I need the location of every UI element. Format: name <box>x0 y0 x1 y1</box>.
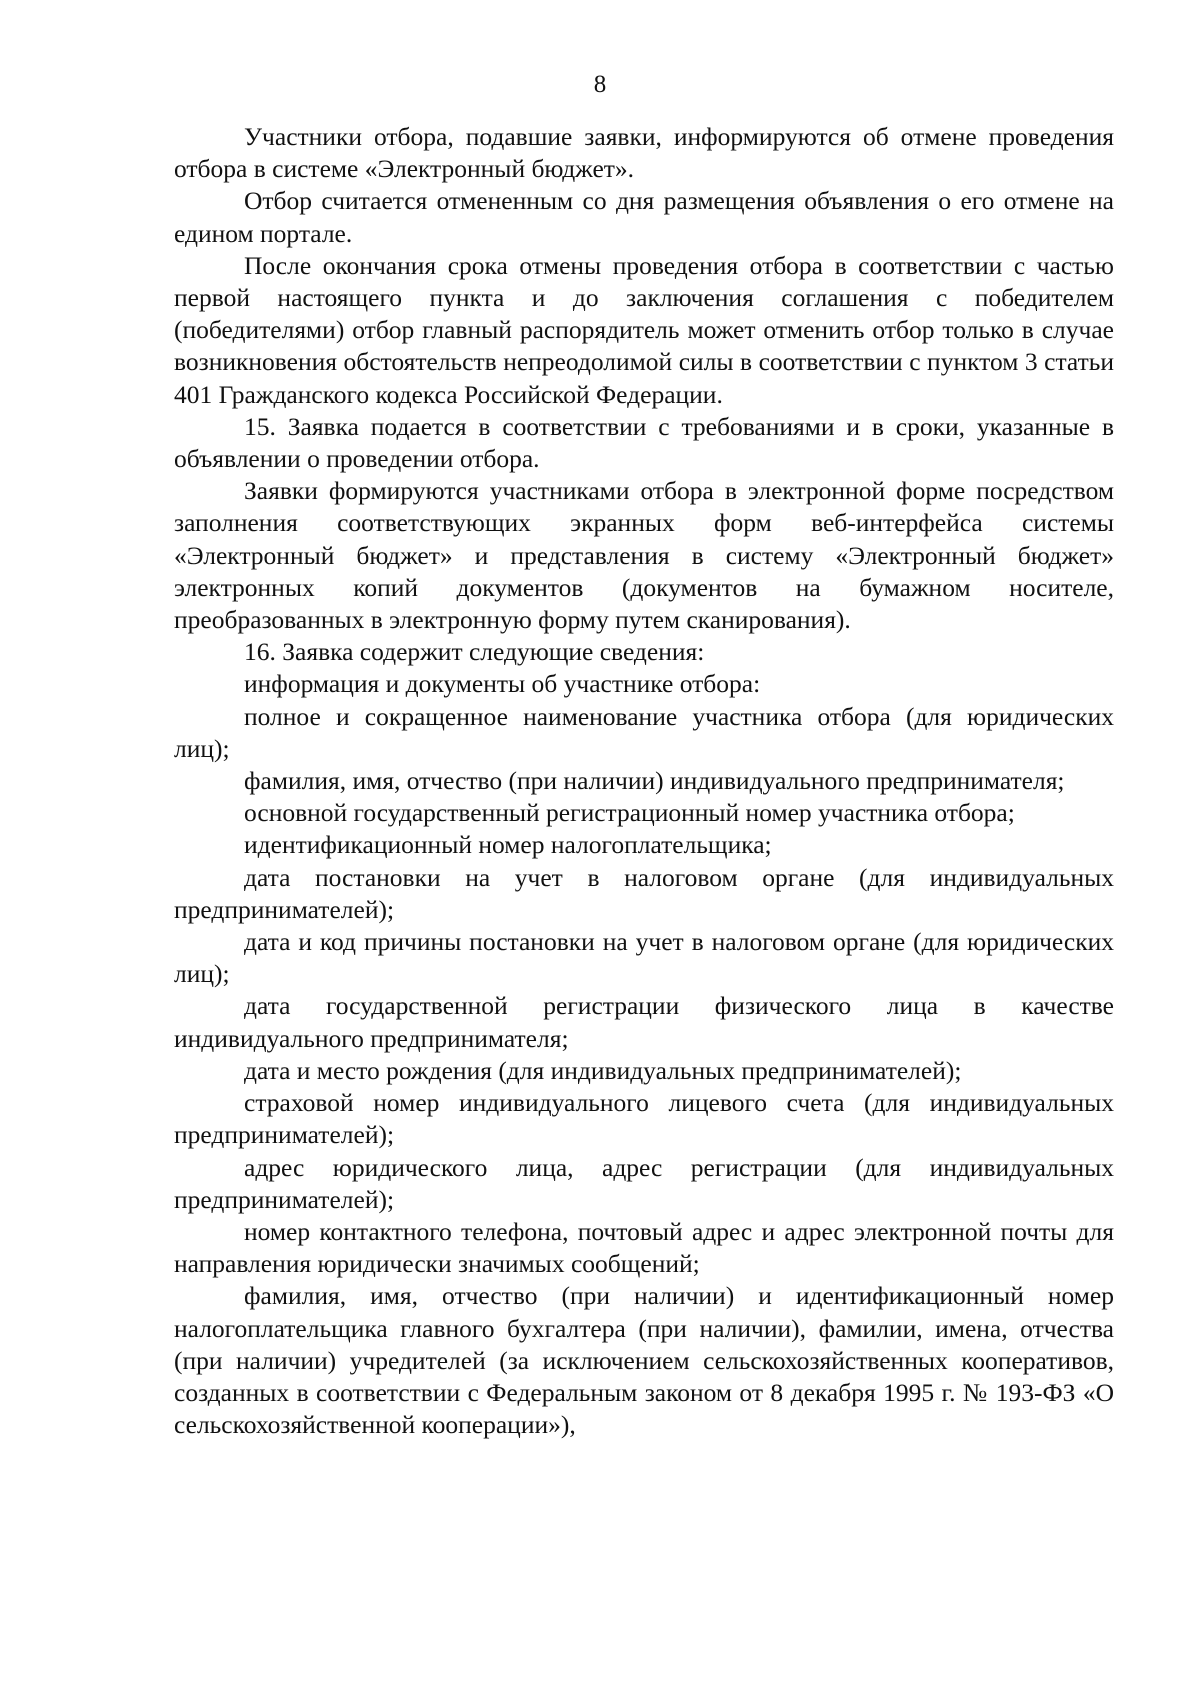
paragraph-electronic-form: Заявки формируются участниками отбора в электронной форме посредством заполнения соответствующих экранных форм веб-интерфейса системы «Электронный бюджет» и представления в систему «Электронный бюджет» электронных копий документов (документов на бумажном носителе, преобразованных в электронную форму путем сканирования). <box>174 476 1114 635</box>
paragraph-participants-informed: Участники отбора, подавшие заявки, информируются об отмене проведения отбора в системе «Электронный бюджет». <box>174 122 1114 184</box>
list-item-tax-registration-date: дата постановки на учет в налоговом органе (для индивидуальных предпринимателей); <box>174 862 1114 924</box>
list-item-entrepreneur-name: фамилия, имя, отчество (при наличии) индивидуального предпринимателя; <box>244 766 1065 796</box>
list-item-inn: идентификационный номер налогоплательщика; <box>244 830 772 860</box>
list-item-ogrn: основной государственный регистрационный номер участника отбора; <box>244 798 1015 828</box>
list-item-accountant-founders: фамилия, имя, отчество (при наличии) и идентификационный номер налогоплательщика главного бухгалтера (при наличии), фамилии, имена, отчества (при наличии) учредителей (за исключением сельскохозяйственных кооперативов, созданных в соответствии с Федеральным законом от 8 декабря 1995 г. № 193-ФЗ «О сельскохозяйственной кооперации»), <box>174 1281 1114 1440</box>
list-item-tax-registration-code: дата и код причины постановки на учет в налоговом органе (для юридических лиц); <box>174 927 1114 989</box>
document-body <box>174 121 1114 1441</box>
list-item-address: адрес юридического лица, адрес регистрации (для индивидуальных предпринимателей); <box>174 1152 1114 1214</box>
paragraph-item-15: 15. Заявка подается в соответствии с требованиями и в сроки, указанные в объявлении о проведении отбора. <box>174 411 1114 474</box>
paragraph-cancellation-force-majeure: После окончания срока отмены проведения отбора в соответствии с частью первой настоящего пункта и до заключения соглашения с победителем (победителями) отбор главный распорядитель может отменить отбор только в случае возникновения обстоятельств непреодолимой силы в соответствии с пунктом 3 статьи 401 Гражданского кодекса Российской Федерации. <box>174 250 1114 409</box>
list-item-contacts: номер контактного телефона, почтовый адрес и адрес электронной почты для направления юридически значимых сообщений; <box>174 1216 1114 1279</box>
list-item-state-registration-date: дата государственной регистрации физического лица в качестве индивидуального предпринимателя; <box>174 991 1114 1053</box>
page-number: 8 <box>593 71 607 98</box>
paragraph-selection-cancelled: Отбор считается отмененным со дня размещения объявления о его отмене на едином портале. <box>174 186 1114 248</box>
list-item-snils: страховой номер индивидуального лицевого счета (для индивидуальных предпринимателей); <box>174 1088 1114 1150</box>
list-item-birth-date-place: дата и место рождения (для индивидуальных предпринимателей); <box>244 1055 962 1085</box>
paragraph-participant-info: информация и документы об участнике отбора: <box>244 669 761 699</box>
paragraph-item-16: 16. Заявка содержит следующие сведения: <box>244 637 705 667</box>
list-item-full-name: полное и сокращенное наименование участника отбора (для юридических лиц); <box>174 701 1114 763</box>
